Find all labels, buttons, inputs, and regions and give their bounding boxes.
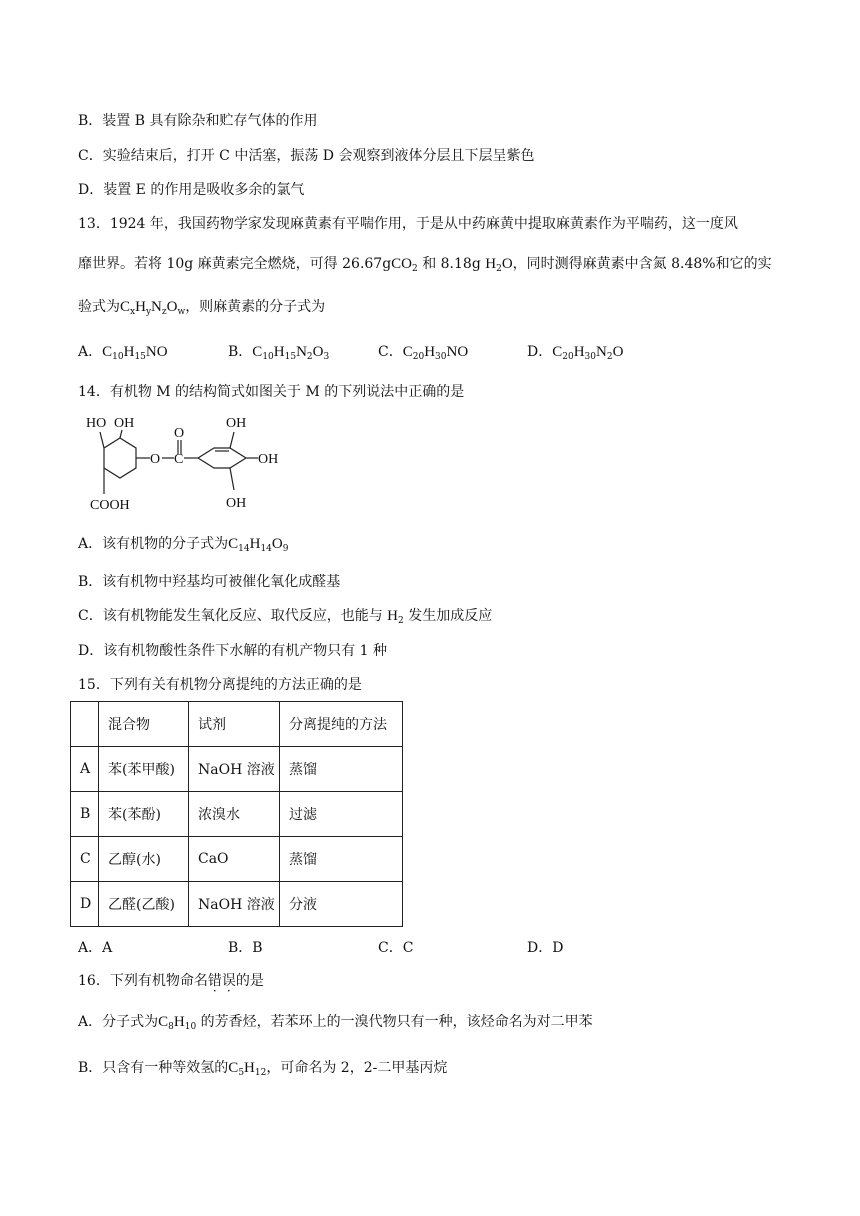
carbonyl-oxygen-label: O — [174, 426, 185, 441]
table-cell: 乙醇(水) — [99, 837, 189, 882]
q12-option-d: D．装置 E 的作用是吸收多余的氯气 — [78, 182, 305, 198]
q15-option-c: C．C — [378, 940, 414, 956]
table-header-cell: 分离提纯的方法 — [280, 702, 403, 747]
q14-option-b: B．该有机物中羟基均可被催化氧化成醛基 — [78, 574, 341, 590]
table-header-cell — [71, 702, 99, 747]
table-cell: D — [71, 882, 99, 927]
carbonyl-carbon-label: C — [174, 452, 184, 467]
q15-option-b: B．B — [228, 940, 263, 956]
table-cell: 蒸馏 — [280, 747, 403, 792]
table-cell: NaOH 溶液 — [189, 882, 280, 927]
q14-option-d: D．该有机物酸性条件下水解的有机产物只有 1 种 — [78, 643, 388, 659]
table-row — [71, 792, 403, 837]
q13-option-d: D．$C_{20}H_{30}N_2O$ — [527, 344, 624, 362]
q15-option-d: D．D — [527, 940, 564, 956]
table-header-row — [71, 702, 403, 747]
table-row — [71, 837, 403, 882]
table-cell: 浓溴水 — [189, 792, 280, 837]
table-cell: B — [71, 792, 99, 837]
table-cell: CaO — [189, 837, 280, 882]
q13-option-c: C．$C_{20}H_{30}NO$ — [378, 344, 469, 362]
q13-option-b: B．$C_{10}H_{15}N_2O_3$ — [228, 344, 330, 362]
table-cell: 乙醛(乙酸) — [99, 882, 189, 927]
q14-option-a: A．该有机物的分子式为$C_{14}H_{14}O_9$ — [78, 536, 289, 554]
table-header-cell: 试剂 — [189, 702, 280, 747]
table-cell: 苯(苯酚) — [99, 792, 189, 837]
q15-option-a: A．A — [78, 940, 113, 956]
ester-oxygen-label: O — [150, 452, 161, 467]
q13-stem-line1: 13．1924 年，我国药物学家发现麻黄素有平喘作用，于是从中药麻黄中提取麻黄素作为平喘药，这一度风 — [78, 216, 738, 232]
oh-label-3: OH — [258, 452, 279, 467]
q15-stem: 15．下列有关有机物分离提纯的方法正确的是 — [78, 677, 362, 693]
q14-structure-diagram — [78, 410, 308, 520]
q12-option-b: B．装置 B 具有除杂和贮存气体的作用 — [78, 113, 318, 129]
oh-label-4: OH — [226, 496, 247, 511]
emphasis-char: 错 — [207, 973, 222, 989]
table-header-cell: 混合物 — [99, 702, 189, 747]
q13-option-a: A．$C_{10}H_{15}NO$ — [78, 344, 168, 362]
q14-stem: 14．有机物 M 的结构简式如图关于 M 的下列说法中正确的是 — [78, 384, 465, 400]
q16-option-b: B．只含有一种等效氢的$C_5H_{12}$，可命名为 2，2-二甲基丙烷 — [78, 1060, 448, 1078]
q16-option-a: A．分子式为$C_8H_{10}$ 的芳香烃，若苯环上的一溴代物只有一种，该烃命名为对二甲苯 — [78, 1014, 593, 1032]
q13-stem-line3: 验式为$C_xH_yN_zO_w$，则麻黄素的分子式为 — [78, 299, 326, 317]
ho-label-1: HO — [86, 416, 107, 431]
q13-stem-line2: 靡世界。若将 10g 麻黄素完全燃烧，可得 26.67gCO$_2$ 和 8.18g $H_2O$，同时测得麻黄素中含氮 8.48%和它的实 — [78, 256, 772, 274]
separation-table — [70, 701, 403, 927]
table-row — [71, 747, 403, 792]
oh-label-2: OH — [226, 416, 247, 431]
table-cell: NaOH 溶液 — [189, 747, 280, 792]
oh-label-1: OH — [114, 416, 135, 431]
q12-option-c: C．实验结束后，打开 C 中活塞，振荡 D 会观察到液体分层且下层呈紫色 — [78, 148, 535, 164]
table-row — [71, 882, 403, 927]
table-cell: 过滤 — [280, 792, 403, 837]
table-cell: 蒸馏 — [280, 837, 403, 882]
table-cell: 苯(苯甲酸) — [99, 747, 189, 792]
q14-option-c: C．该有机物能发生氧化反应、取代反应，也能与 $H_2$ 发生加成反应 — [78, 608, 493, 626]
q16-stem: 16．下列有机物命名错误的是 — [78, 973, 264, 989]
table-cell: A — [71, 747, 99, 792]
emphasis-char: 误 — [221, 973, 236, 989]
table-cell: 分液 — [280, 882, 403, 927]
cooh-label: COOH — [90, 498, 130, 513]
table-cell: C — [71, 837, 99, 882]
